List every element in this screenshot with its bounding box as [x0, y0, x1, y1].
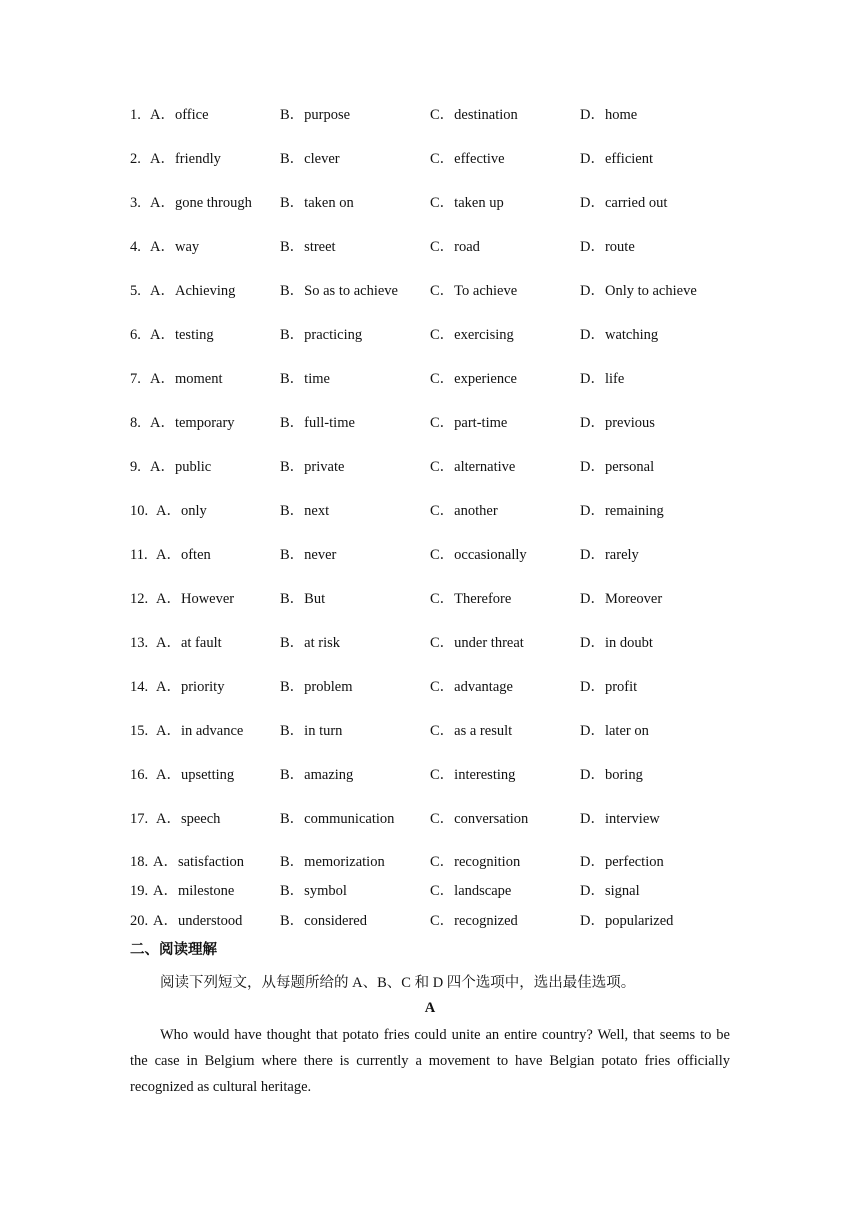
- option-c: C．To achieve: [430, 283, 518, 299]
- option-c: C．experience: [430, 371, 517, 387]
- option-b: B．never: [280, 547, 337, 563]
- option-a: A．satisfaction: [153, 854, 245, 870]
- question-number: 11.: [130, 547, 148, 563]
- option-b: B．problem: [280, 679, 353, 695]
- option-b: B．But: [280, 591, 326, 607]
- option-c: C．interesting: [430, 767, 516, 783]
- question-number: 5.: [130, 283, 141, 299]
- question-number: 13.: [130, 635, 149, 651]
- section-instruction: 阅读下列短文，从每题所给的 A、B、C 和 D 四个选项中，选出最佳选项。: [160, 975, 636, 991]
- question-number: 19.: [130, 883, 149, 899]
- option-c: C．recognized: [430, 913, 518, 929]
- option-a: A．often: [156, 547, 211, 563]
- option-c: C．part-time: [430, 415, 508, 431]
- option-c: C．Therefore: [430, 591, 512, 607]
- question-number: 20.: [130, 913, 149, 929]
- option-a: A．office: [150, 107, 209, 123]
- option-d: D．carried out: [580, 195, 668, 211]
- question-number: 12.: [130, 591, 149, 607]
- option-d: D．perfection: [580, 854, 664, 870]
- question-number: 15.: [130, 723, 149, 739]
- option-a: A．way: [150, 239, 200, 255]
- option-b: B．at risk: [280, 635, 341, 651]
- question-number: 18.: [130, 854, 149, 870]
- option-d: D．previous: [580, 415, 655, 431]
- option-c: C．conversation: [430, 811, 529, 827]
- option-b: B．practicing: [280, 327, 363, 343]
- option-c: C．exercising: [430, 327, 514, 343]
- option-b: B．time: [280, 371, 330, 387]
- option-b: B．private: [280, 459, 345, 475]
- option-d: D．interview: [580, 811, 660, 827]
- section-title: 二、阅读理解: [130, 942, 217, 958]
- option-b: B．full-time: [280, 415, 355, 431]
- option-c: C．occasionally: [430, 547, 527, 563]
- option-b: B．memorization: [280, 854, 385, 870]
- option-d: D．route: [580, 239, 635, 255]
- option-c: C．advantage: [430, 679, 513, 695]
- option-c: C．taken up: [430, 195, 504, 211]
- option-b: B．purpose: [280, 107, 351, 123]
- question-number: 14.: [130, 679, 149, 695]
- option-c: C．another: [430, 503, 498, 519]
- option-d: D．in doubt: [580, 635, 653, 651]
- question-number: 9.: [130, 459, 141, 475]
- option-d: D．later on: [580, 723, 649, 739]
- option-d: D．popularized: [580, 913, 674, 929]
- option-d: D．boring: [580, 767, 643, 783]
- option-c: C．alternative: [430, 459, 516, 475]
- question-number: 2.: [130, 151, 141, 167]
- option-d: D．signal: [580, 883, 640, 899]
- option-c: C．as a result: [430, 723, 513, 739]
- option-b: B．So as to achieve: [280, 283, 398, 299]
- option-a: A．However: [156, 591, 235, 607]
- option-d: D．watching: [580, 327, 659, 343]
- option-a: A．moment: [150, 371, 223, 387]
- option-b: B．communication: [280, 811, 395, 827]
- option-a: A．understood: [153, 913, 243, 929]
- option-c: C．landscape: [430, 883, 512, 899]
- option-d: D．remaining: [580, 503, 664, 519]
- option-a: A．only: [156, 503, 207, 519]
- option-a: A．gone through: [150, 195, 252, 211]
- option-d: D．home: [580, 107, 638, 123]
- option-a: A．testing: [150, 327, 214, 343]
- question-number: 10.: [130, 503, 149, 519]
- option-d: D．efficient: [580, 151, 654, 167]
- option-c: C．effective: [430, 151, 505, 167]
- option-a: A．temporary: [150, 415, 235, 431]
- option-d: D．profit: [580, 679, 638, 695]
- option-a: A．Achieving: [150, 283, 236, 299]
- option-a: A．at fault: [156, 635, 222, 651]
- option-b: B．considered: [280, 913, 367, 929]
- question-number: 4.: [130, 239, 141, 255]
- option-a: A．in advance: [156, 723, 244, 739]
- option-d: D．personal: [580, 459, 655, 475]
- option-c: C．destination: [430, 107, 518, 123]
- question-number: 1.: [130, 107, 141, 123]
- option-b: B．symbol: [280, 883, 347, 899]
- option-b: B．taken on: [280, 195, 354, 211]
- question-number: 16.: [130, 767, 149, 783]
- option-b: B．in turn: [280, 723, 343, 739]
- question-number: 3.: [130, 195, 141, 211]
- option-a: A．priority: [156, 679, 225, 695]
- option-b: B．next: [280, 503, 330, 519]
- option-c: C．under threat: [430, 635, 524, 651]
- option-a: A．speech: [156, 811, 221, 827]
- option-b: B．amazing: [280, 767, 354, 783]
- question-number: 6.: [130, 327, 141, 343]
- option-b: B．street: [280, 239, 336, 255]
- option-a: A．upsetting: [156, 767, 235, 783]
- question-number: 7.: [130, 371, 141, 387]
- option-a: A．milestone: [153, 883, 235, 899]
- passage-label: A: [424, 1000, 436, 1016]
- option-b: B．clever: [280, 151, 340, 167]
- option-c: C．recognition: [430, 854, 521, 870]
- question-number: 17.: [130, 811, 149, 827]
- option-d: D．life: [580, 371, 625, 387]
- question-number: 8.: [130, 415, 141, 431]
- option-d: D．Moreover: [580, 591, 663, 607]
- option-d: D．Only to achieve: [580, 283, 697, 299]
- option-a: A．friendly: [150, 151, 221, 167]
- option-c: C．road: [430, 239, 480, 255]
- passage-paragraph: Who would have thought that potato fries could unite an entire country? Well, that seems to be the case in Belgium where there is currently a movement to have Belgian potato fries officially recognized as cultural heritage.: [130, 1027, 730, 1095]
- option-d: D．rarely: [580, 547, 639, 563]
- option-a: A．public: [150, 459, 212, 475]
